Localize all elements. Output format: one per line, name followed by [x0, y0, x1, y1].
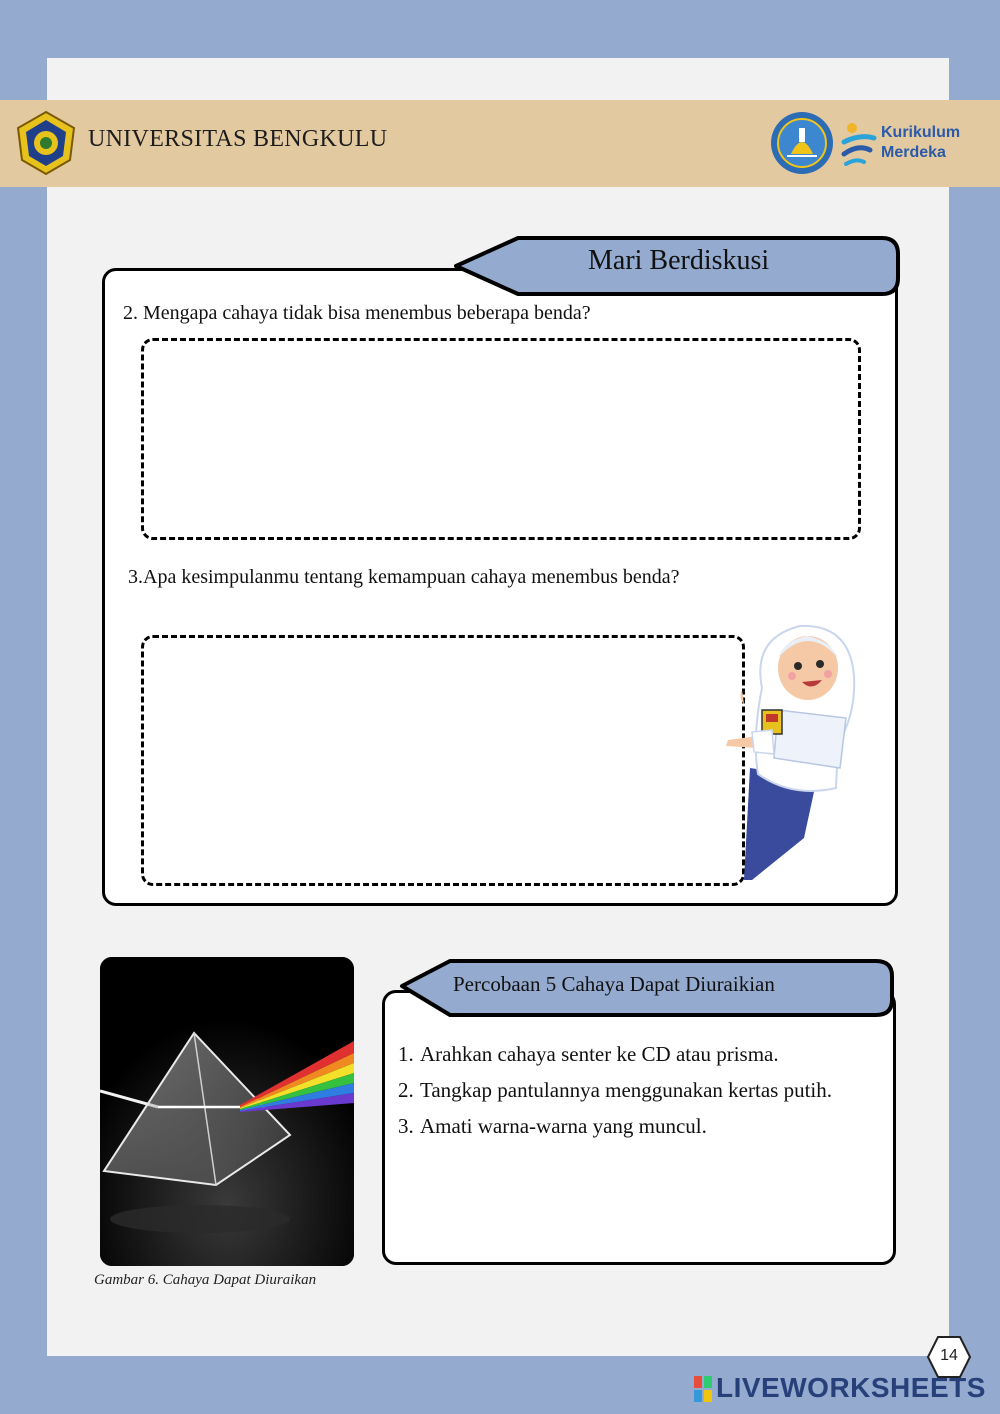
kurikulum-line1: Kurikulum	[881, 124, 961, 141]
step-text: Tangkap pantulannya menggunakan kertas putih.	[420, 1078, 832, 1102]
step-number: 1.	[398, 1042, 414, 1066]
prism-image	[100, 957, 354, 1266]
prism-photo	[100, 957, 354, 1266]
answer-2-field[interactable]	[141, 338, 861, 540]
list-item	[398, 1036, 894, 1072]
step-text: Amati warna-warna yang muncul.	[420, 1114, 707, 1138]
experiment-steps	[398, 1036, 894, 1144]
list-item	[398, 1108, 894, 1144]
discussion-title: Mari Berdiskusi	[588, 245, 770, 276]
figure-caption: Gambar 6. Cahaya Dapat Diuraikan	[94, 1272, 317, 1288]
kurikulum-merdeka-logo	[840, 120, 878, 168]
experiment-title: Percobaan 5 Cahaya Dapat Diuraikian	[453, 972, 775, 996]
kurikulum-merdeka-text	[881, 123, 960, 163]
tut-wuri-handayani-logo	[769, 110, 835, 176]
page-number: 14	[940, 1347, 958, 1364]
student-illustration	[722, 618, 862, 880]
liveworksheets-logo	[694, 1376, 712, 1402]
question-2: 2. Mengapa cahaya tidak bisa menembus beberapa benda?	[123, 302, 591, 324]
answer-3-field[interactable]	[141, 635, 745, 886]
step-text: Arahkan cahaya senter ke CD atau prisma.	[420, 1042, 779, 1066]
university-name: UNIVERSITAS BENGKULU	[88, 126, 388, 152]
list-item	[398, 1072, 894, 1108]
question-3: 3.Apa kesimpulanmu tentang kemampuan cahaya menembus benda?	[128, 566, 680, 588]
liveworksheets-brand: LIVEWORKSHEETS	[716, 1372, 986, 1403]
step-number: 3.	[398, 1114, 414, 1138]
step-number: 2.	[398, 1078, 414, 1102]
kurikulum-line2: Merdeka	[881, 144, 946, 161]
universitas-bengkulu-logo	[14, 110, 78, 176]
